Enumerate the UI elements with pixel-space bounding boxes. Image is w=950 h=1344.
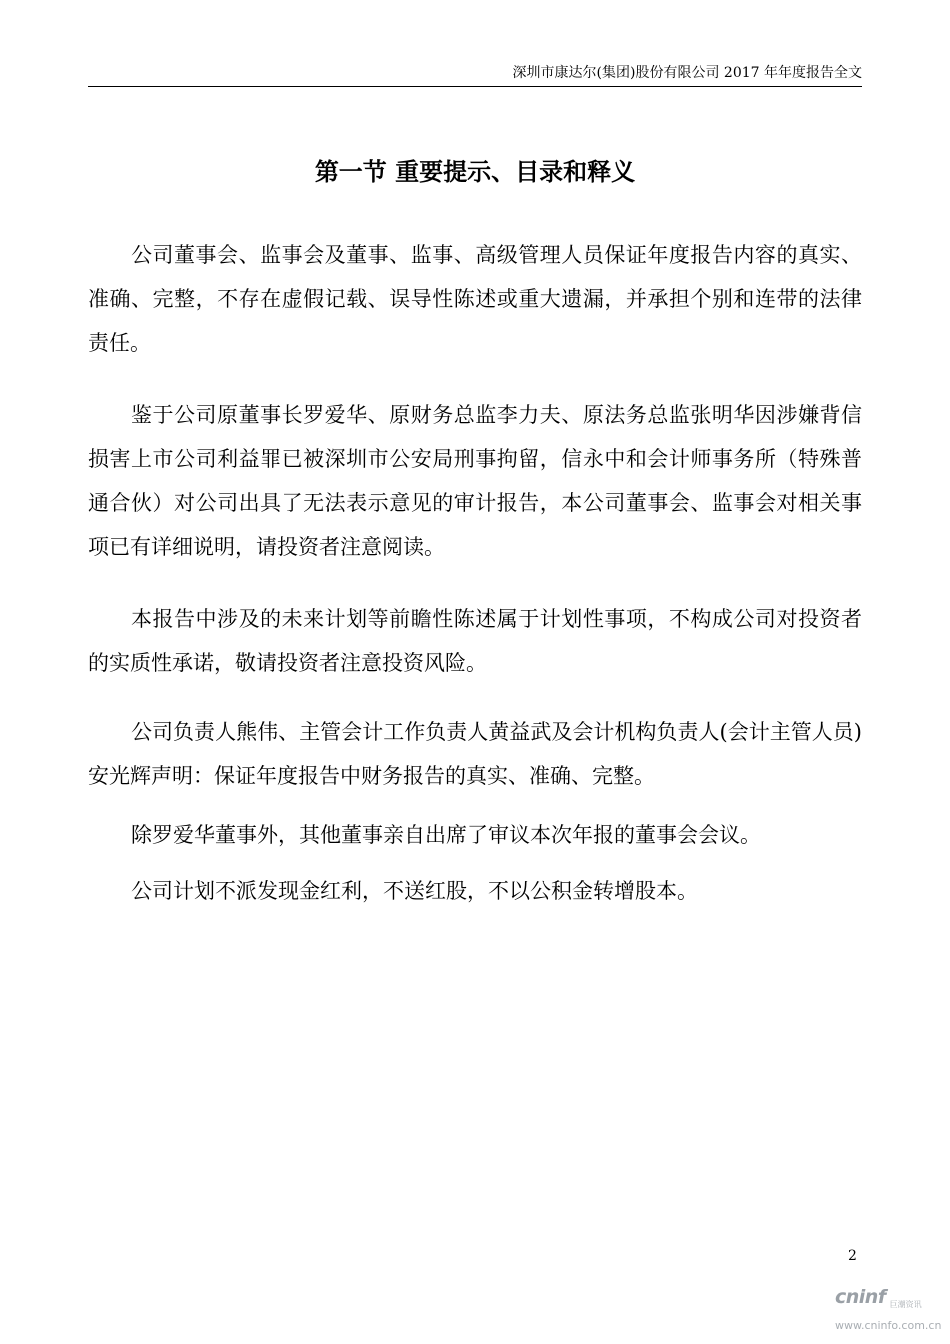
page-number: 2 — [848, 1248, 857, 1264]
cninfo-url: www.cninfo.com.cn — [835, 1319, 942, 1332]
section-title: 第一节 重要提示、目录和释义 — [314, 157, 636, 186]
cninfo-logo — [835, 1282, 943, 1312]
paragraph-3: 本报告中涉及的未来计划等前瞻性陈述属于计划性事项，不构成公司对投资者的实质性承诺，敬请投资者注意投资风险。 — [88, 607, 862, 675]
cninfo-subtitle: 巨潮资讯 — [889, 1300, 922, 1309]
running-header-title: 深圳市康达尔(集团)股份有限公司 2017 年年度报告全文 — [512, 65, 862, 81]
paragraph-6: 公司计划不派发现金红利，不送红股，不以公积金转增股本。 — [131, 879, 698, 903]
running-header — [88, 62, 862, 87]
cninfo-brand: cninf — [835, 1286, 886, 1308]
paragraph-5: 除罗爱华董事外，其他董事亲自出席了审议本次年报的董事会会议。 — [131, 823, 761, 847]
paragraph-4: 公司负责人熊伟、主管会计工作负责人黄益武及会计机构负责人(会计主管人员)安光辉声明：保证年度报告中财务报告的真实、准确、完整。 — [88, 720, 862, 788]
cninfo-watermark — [835, 1282, 943, 1338]
paragraph-1: 公司董事会、监事会及董事、监事、高级管理人员保证年度报告内容的真实、准确、完整，不存在虚假记载、误导性陈述或重大遗漏，并承担个别和连带的法律责任。 — [88, 243, 862, 355]
paragraph-2: 鉴于公司原董事长罗爱华、原财务总监李力夫、原法务总监张明华因涉嫌背信损害上市公司利益罪已被深圳市公安局刑事拘留，信永中和会计师事务所（特殊普通合伙）对公司出具了无法表示意见的审计报告，本公司董事会、监事会对相关事项已有详细说明，请投资者注意阅读。 — [88, 403, 862, 559]
